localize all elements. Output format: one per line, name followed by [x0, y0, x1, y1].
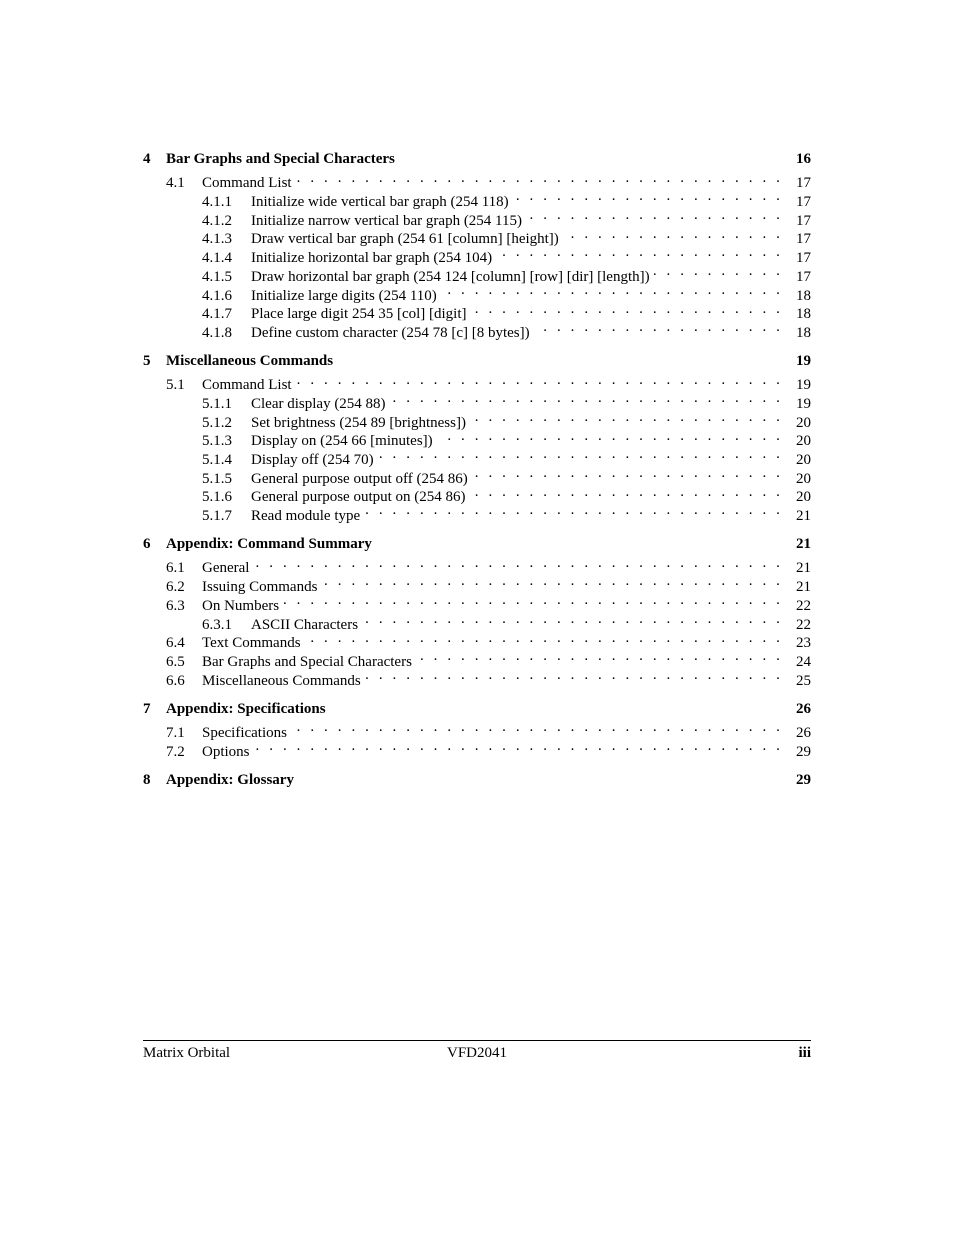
toc-entry-number: 4.1.4 [202, 250, 232, 267]
toc-dot-leader [253, 554, 783, 573]
toc-entry-title: Command List [202, 377, 292, 394]
toc-dot-leader [364, 501, 783, 520]
toc-entry-number: 7.2 [166, 743, 185, 760]
toc-entry-number: 6 [143, 536, 151, 553]
toc-chapter-entry[interactable] [143, 150, 811, 169]
toc-entry-title: Draw horizontal bar graph (254 124 [column] [row] [dir] [length]) [251, 268, 650, 285]
toc-entry-title: Options [202, 743, 250, 760]
toc-entry[interactable] [143, 591, 811, 614]
toc-entry[interactable] [143, 666, 811, 689]
toc-dot-leader [654, 262, 783, 281]
toc-entry-page: 20 [796, 433, 811, 450]
toc-entry-title: Appendix: Glossary [166, 771, 294, 788]
toc-entry[interactable] [143, 427, 811, 450]
toc-entry[interactable] [143, 187, 811, 211]
toc-entry-page: 17 [796, 175, 811, 192]
toc-entry-title: Bar Graphs and Special Characters [166, 151, 395, 167]
toc-entry-number: 4.1.6 [202, 287, 232, 304]
toc-entry-page: 22 [796, 597, 811, 614]
toc-entry-page: 17 [796, 231, 811, 248]
toc-entry[interactable] [143, 554, 811, 577]
toc-entry[interactable] [143, 389, 811, 412]
toc-entry[interactable] [143, 225, 811, 248]
toc-entry-title: Appendix: Command Summary [166, 536, 372, 553]
toc-dot-leader [254, 737, 783, 756]
toc-dot-leader [283, 591, 783, 610]
toc-entry[interactable] [143, 629, 811, 652]
toc-entry-title: Place large digit 254 35 [col] [digit] [251, 306, 467, 323]
toc-entry-title: Display off (254 70) [251, 452, 374, 468]
toc-entry[interactable] [143, 445, 811, 468]
toc-entry-page: 17 [796, 194, 811, 211]
toc-entry-page: 16 [796, 151, 811, 167]
toc-dot-leader [291, 718, 783, 737]
toc-entry-page: 18 [796, 287, 811, 304]
toc-entry[interactable] [143, 206, 811, 229]
toc-entry-title: General purpose output off (254 86) [251, 470, 468, 487]
toc-entry-page: 18 [796, 306, 811, 323]
toc-entry-page: 21 [796, 579, 811, 596]
toc-entry[interactable] [143, 464, 811, 487]
toc-dot-leader [378, 445, 783, 464]
toc-dot-leader [305, 629, 783, 648]
page-footer [143, 1040, 811, 1065]
toc-entry-page: 29 [796, 771, 811, 788]
toc-entry-title: Initialize wide vertical bar graph (254 118) [251, 194, 509, 211]
toc-entry[interactable] [143, 408, 811, 431]
toc-entry-page: 23 [796, 635, 811, 652]
toc-dot-leader [437, 427, 783, 446]
toc-entry-page: 20 [796, 452, 811, 468]
toc-entry-title: Set brightness (254 89 [brightness]) [251, 414, 466, 431]
toc-entry-page: 26 [796, 724, 811, 741]
toc-entry-number: 6.3 [166, 597, 185, 614]
toc-entry-title: Initialize horizontal bar graph (254 104) [251, 250, 493, 267]
toc-entry[interactable] [143, 371, 811, 394]
toc-entry[interactable] [143, 318, 811, 341]
toc-chapter-entry[interactable] [143, 352, 811, 371]
toc-entry-title: Command List [202, 175, 292, 192]
toc-entry-title: Bar Graphs and Special Characters [202, 653, 412, 670]
toc-entry-page: 22 [796, 616, 811, 633]
toc-entry-number: 4.1.3 [202, 231, 232, 248]
toc-entry-number: 4.1.1 [202, 194, 232, 211]
toc-entry[interactable] [143, 281, 811, 304]
toc-dot-leader [441, 281, 783, 300]
toc-entry-page: 21 [796, 508, 811, 525]
toc-entry-title: On Numbers [202, 597, 280, 614]
toc-dot-leader [526, 206, 783, 225]
toc-entry-page: 17 [796, 212, 811, 229]
toc-entry-title: Initialize narrow vertical bar graph (254 115) [251, 212, 522, 229]
toc-entry-number: 4.1.8 [202, 324, 232, 341]
toc-entry-number: 4.1.2 [202, 212, 232, 229]
toc-entry-title: Read module type [251, 508, 361, 525]
toc-entry-number: 4.1 [166, 175, 185, 192]
toc-entry-number: 6.5 [166, 653, 185, 670]
toc-entry-page: 25 [796, 672, 811, 689]
toc-dot-leader [296, 169, 783, 188]
toc-entry-title: Initialize large digits (254 110) [251, 287, 437, 304]
toc-entry-title: Draw vertical bar graph (254 61 [column] [height]) [251, 231, 559, 248]
toc-entry-number: 5 [143, 352, 151, 369]
toc-entry-number: 7 [143, 700, 151, 717]
toc-dot-leader [390, 389, 783, 408]
toc-entry-number: 6.6 [166, 672, 185, 689]
toc-entry-title: Specifications [202, 724, 287, 741]
toc-entry-title: General [202, 560, 250, 577]
toc-dot-leader [365, 666, 783, 685]
toc-entry-page: 19 [796, 377, 811, 394]
toc-entry-page: 17 [796, 250, 811, 267]
toc-dot-leader [472, 464, 783, 483]
toc-entry[interactable] [143, 169, 811, 192]
toc-entry-number: 4.1.7 [202, 306, 232, 323]
toc-entry-page: 18 [796, 324, 811, 341]
toc-entry[interactable] [143, 300, 811, 323]
toc-entry-title: Miscellaneous Commands [202, 672, 361, 689]
toc-entry[interactable] [143, 718, 811, 741]
toc-dot-leader [470, 408, 783, 427]
toc-entry-number: 4.1.5 [202, 268, 232, 285]
footer-company: Matrix Orbital [143, 1045, 231, 1061]
toc-dot-leader [471, 300, 783, 319]
toc-entry[interactable] [143, 262, 811, 285]
toc-dot-leader [362, 610, 783, 629]
toc-entry-page: 29 [796, 743, 811, 760]
toc-entry-number: 5.1.4 [202, 452, 232, 468]
toc-dot-leader [321, 572, 783, 591]
toc-entry[interactable] [143, 243, 811, 267]
toc-entry-number: 6.2 [166, 579, 185, 596]
toc-entry-page: 26 [796, 700, 811, 717]
toc-chapter-entry[interactable] [143, 771, 811, 790]
toc-chapter-entry[interactable] [143, 700, 811, 719]
toc-entry[interactable] [143, 647, 811, 670]
toc-entry-number: 4 [143, 151, 151, 167]
toc-dot-leader [513, 187, 783, 206]
toc-entry-number: 5.1.2 [202, 414, 232, 431]
toc-entry-number: 5.1 [166, 377, 185, 394]
toc-entry[interactable] [143, 610, 811, 633]
toc-entry-number: 5.1.1 [202, 395, 232, 412]
toc-entry-page: 19 [796, 352, 811, 369]
toc-entry-title: Text Commands [202, 635, 301, 652]
footer-page-number: iii [798, 1045, 811, 1061]
toc-entry-page: 24 [796, 653, 811, 670]
toc-entry-page: 21 [796, 560, 811, 577]
toc-entry-page: 20 [796, 414, 811, 431]
toc-entry-number: 5.1.7 [202, 508, 232, 525]
toc-entry-number: 6.3.1 [202, 616, 232, 633]
table-of-contents [143, 150, 811, 789]
toc-dot-leader [470, 483, 783, 502]
toc-entry-title: Appendix: Specifications [166, 700, 326, 717]
toc-entry-title: ASCII Characters [251, 616, 359, 633]
toc-entry[interactable] [143, 501, 811, 525]
toc-entry-title: Clear display (254 88) [251, 395, 386, 412]
toc-dot-leader [563, 225, 783, 244]
toc-entry-page: 17 [796, 268, 811, 285]
toc-dot-leader [496, 243, 783, 262]
toc-entry-title: Display on (254 66 [minutes]) [251, 433, 433, 450]
toc-entry-number: 5.1.3 [202, 433, 232, 450]
toc-entry-number: 7.1 [166, 724, 185, 741]
toc-dot-leader [416, 647, 783, 666]
toc-entry-page: 21 [796, 536, 811, 553]
toc-entry-page: 19 [796, 395, 811, 412]
toc-entry-title: Define custom character (254 78 [c] [8 bytes]) [251, 324, 530, 341]
toc-entry[interactable] [143, 572, 811, 596]
toc-entry-title: General purpose output on (254 86) [251, 489, 466, 506]
toc-entry-number: 6.1 [166, 560, 185, 577]
toc-entry[interactable] [143, 483, 811, 506]
toc-entry-number: 5.1.5 [202, 470, 232, 487]
toc-entry-title: Miscellaneous Commands [166, 352, 334, 369]
toc-entry-number: 6.4 [166, 635, 185, 652]
toc-entry-page: 20 [796, 470, 811, 487]
toc-chapter-entry[interactable] [143, 535, 811, 554]
toc-entry-number: 5.1.6 [202, 489, 232, 506]
toc-entry[interactable] [143, 737, 811, 760]
footer-model: VFD2041 [447, 1045, 508, 1061]
toc-entry-title: Issuing Commands [202, 579, 318, 596]
toc-dot-leader [296, 371, 783, 390]
toc-dot-leader [534, 318, 783, 337]
toc-entry-page: 20 [796, 489, 811, 506]
toc-entry-number: 8 [143, 771, 151, 788]
